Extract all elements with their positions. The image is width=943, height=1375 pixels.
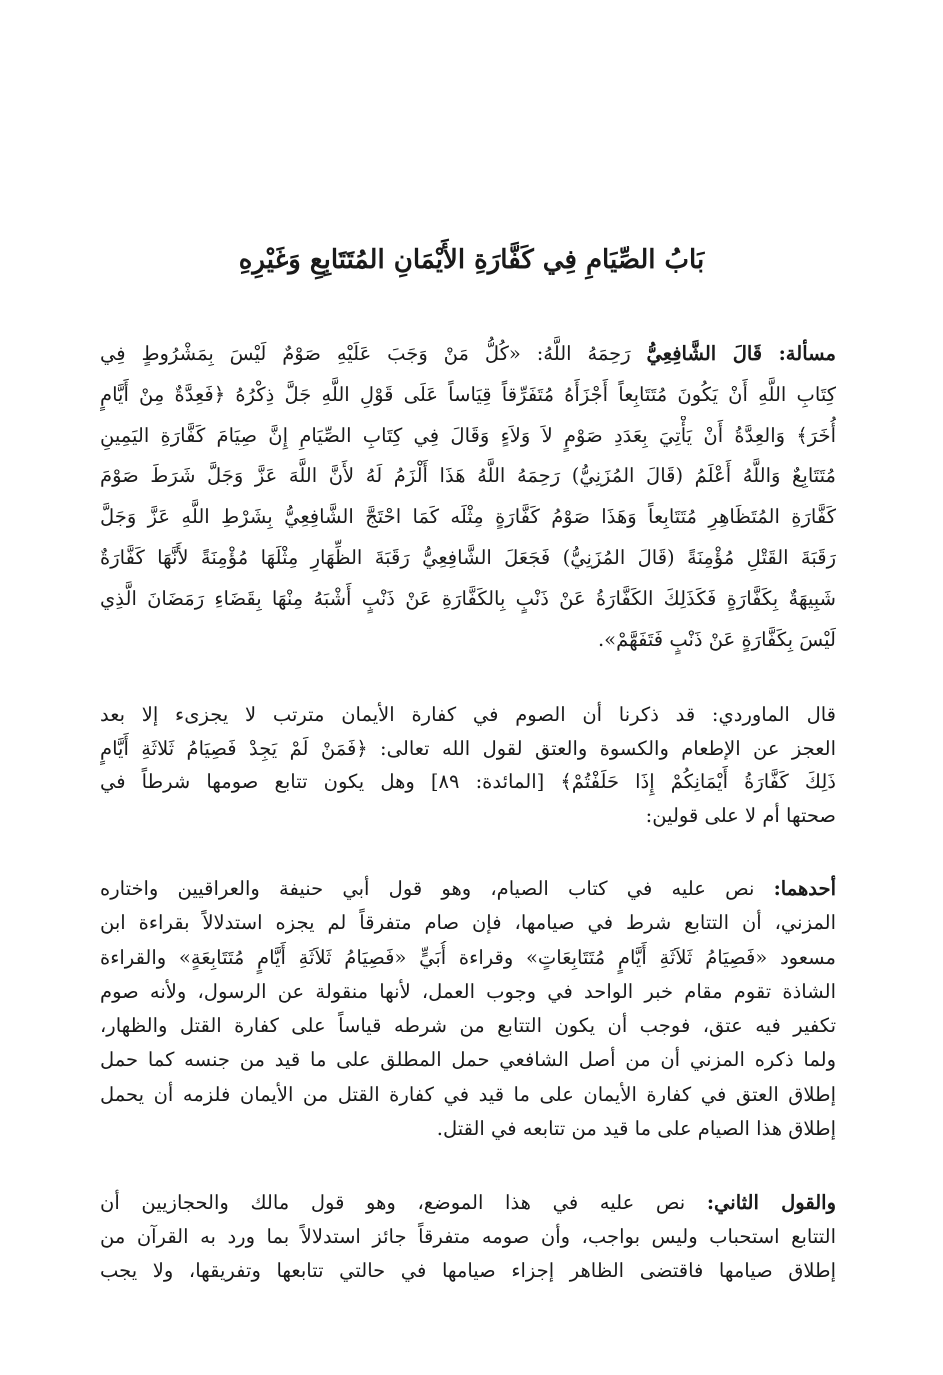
paragraph-line: لَيْسَ بِكَفَّارَةٍ عَنْ ذَنْبٍ فَتَفَهَّمْ». xyxy=(597,627,836,651)
paragraph-line xyxy=(100,698,836,732)
paragraph-line xyxy=(100,334,836,375)
paragraph-line xyxy=(100,872,836,906)
first-opinion-lead: أحدهما: xyxy=(773,877,836,900)
line-text: نص عليه في كتاب الصيام، وهو قول أبي حنيفة والعراقيين واختاره xyxy=(100,877,755,900)
paragraph-line: تكفير فيه عتق، فوجب أن يكون التتابع من شرطه قياساً على كفارة القتل والظهار، xyxy=(100,1014,836,1038)
chapter-title: بَابُ الصِّيَامِ فِي كَفَّارَةِ الأَيْمَانِ المُتَتَابِعِ وَغَيْرِهِ xyxy=(238,245,705,275)
paragraph-line: أُخَرَ﴾ وَالعِدَّةُ أَنْ يَأْتِيَ بِعَدَدِ صَوْمٍ لاَ وَلاَءٍ وَقَالَ فِي كِتَابِ الصِّيَامِ إِنَّ صِيَامَ كَفَّارَةِ اليَمِينِ xyxy=(100,423,836,447)
paragraph-line: إطلاق هذا الصيام على ما قيد من تتابعه في القتل. xyxy=(436,1117,836,1141)
line-text: نص عليه في هذا الموضع، وهو قول مالك والحجازيين أن xyxy=(100,1191,686,1214)
paragraph-line: ولما ذكره المزني أن من أصل الشافعي حمل المطلق على ما قيد من جنسه كما حمل xyxy=(100,1048,836,1072)
paragraph-line: إطلاق العتق في كفارة الأيمان على ما قيد في كفارة القتل من الأيمان فلزمه أن يحمل xyxy=(100,1082,836,1106)
line-text: قد ذكرنا أن الصوم في كفارة الأيمان مترتب لا يجزىء إلا بعد xyxy=(100,703,696,726)
paragraph-line: الشاذة تقوم مقام خبر الواحد في وجوب العمل، لأنها منقولة عن الرسول، ولأنه صوم xyxy=(100,979,836,1003)
paragraph-line: ذَلِكَ كَفَّارَةُ أَيْمَانِكُمْ إِذَا حَلَفْتُمْ﴾ [المائدة: ٨٩] وهل يكون تتابع صومها شرطاً في xyxy=(100,770,836,794)
masala-lead: مسألة: قَالَ الشَّافِعِيُّ xyxy=(646,342,836,365)
paragraph-line: التتابع استحباب وليس بواجب، وأن صومه متفرقاً جائز استدلالاً بما ورد به القرآن من xyxy=(100,1225,836,1248)
line-text: رَحِمَهُ اللَّهُ: «كُلُّ مَنْ وَجَبَ عَلَيْهِ صَوْمٌ لَيْسَ بِمَشْرُوطٍ فِي xyxy=(100,342,631,365)
paragraph-line: كَفَّارَةِ المُتَظَاهِرِ مُتَتَابِعاً وَهَذَا صَوْمُ كَفَّارَةٍ مِثْلَه كَمَا احْتَجَّ الشَّافِعِيُّ بِشَرْطِ اللَّهِ عَزَّ وَجَلَّ xyxy=(100,505,836,529)
paragraph-line xyxy=(100,1186,836,1220)
paragraph-line: إطلاق صيامها فاقتضى الظاهر إجزاء صيامها في حالتي تتابعها وتفريقها، ولا يجب xyxy=(100,1259,836,1282)
paragraph-line: رَقَبَةَ القَتْلِ مُؤْمِنَةً (قَالَ المُزَنِيُّ) فَجَعَلَ الشَّافِعِيُّ رَقَبَةَ الظِّهَارِ مِثْلَهَا مُؤْمِنَةً لأَنَّهَا كَفَّارَةٌ xyxy=(100,545,836,569)
second-opinion-paragraph xyxy=(100,1186,836,1288)
first-opinion-paragraph xyxy=(100,872,836,1146)
paragraph-line: المزني، أن التتابع شرط في صيامها، فإن صام متفرقاً لم يجزه استدلالاً بقراءة ابن xyxy=(100,911,836,935)
mawardi-paragraph xyxy=(100,698,836,832)
masala-paragraph xyxy=(100,334,836,660)
second-opinion-lead: والقول الثاني: xyxy=(706,1191,836,1214)
mawardi-lead: قال الماوردي: xyxy=(711,703,836,726)
paragraph-line: صحتها أم لا على قولين: xyxy=(645,803,836,827)
paragraph-line: مُتَتَابِعٌ وَاللَّهُ أَعْلَمُ (قَالَ المُزَنِيُّ) رَحِمَهُ اللَّهُ هَذَا أَلْزَمُ لَهُ لأَنَّ اللَّهَ عَزَّ وَجَلَّ شَرَطَ صَوْمَ xyxy=(100,464,836,488)
paragraph-line: مسعود «فَصِيَامُ ثَلاَثَةِ أَيَّامٍ مُتَتَابِعَاتٍ» وقراءة أُبَيٍّ «فَصِيَامُ ثَلاَثَةِ أَيَّامٍ مُتَتَابِعَةٍ» والقراءة xyxy=(100,945,836,969)
paragraph-line: كِتَابِ اللَّهِ أَنْ يَكُونَ مُتَتَابِعاً أَجْزَأَهُ مُتَفَرِّقاً قِيَاساً عَلَى قَوْلِ اللَّهِ جَلَّ ذِكْرُهُ ﴿فَعِدَّةٌ مِنْ أَيَّامٍ xyxy=(100,382,836,406)
paragraph-line: العجز عن الإطعام والكسوة والعتق لقول الله تعالى: ﴿فَمَنْ لَمْ يَجِدْ فَصِيَامُ ثَلاثَةِ أَيَّامٍ xyxy=(100,736,836,760)
paragraph-line: شَبِيهَةٌ بِكَفَّارَةٍ فَكَذَلِكَ الكَفَّارَةُ عَنْ ذَنْبٍ بِالكَفَّارَةِ عَنْ ذَنْبٍ أَشْبَهُ مِنْهَا بِقَضَاءِ رَمَضَانَ الَّذِي xyxy=(100,586,836,610)
